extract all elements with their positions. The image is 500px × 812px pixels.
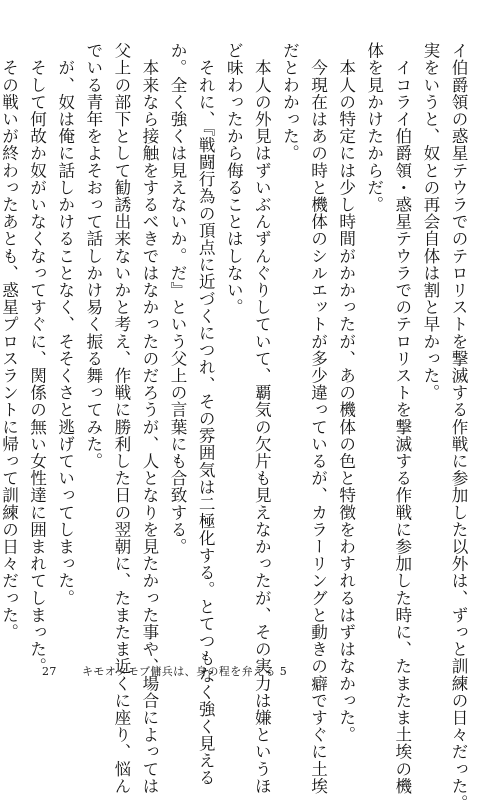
text-line: それに、『戦闘行為の頂点に近づくにつれ、その雰囲気は二極化する。とてつもなく強く見える [196, 42, 216, 787]
text-line: 体を見かけたからだ。 [364, 42, 384, 213]
running-title: キモオタモブ傭兵は、身の程を弁える 5 [82, 665, 288, 678]
text-line: か。全く強くは見えないか。だ』という父上の言葉にも合致する。 [168, 42, 188, 555]
text-line: イコライ伯爵領・惑星テウラでのテロリストを撃滅する作戦に参加した時に、たまたま土埃の機 [392, 42, 412, 795]
text-line: ど味わったから侮ることはしない。 [224, 42, 244, 316]
text-line: 父上の部下として勧誘出来ないかと考え、作戦に勝利した日の翌朝に、たまたま近くに座り、悩ん [111, 42, 131, 795]
text-line: だとわかった。 [280, 42, 300, 162]
text-line: そして何故か奴がいなくなってすぐに、関係の無い女性達に囲まれてしまった。 [27, 42, 47, 675]
text-line: 実をいうと、奴との再会自体は割と早かった。 [420, 42, 440, 402]
text-line: 今現在はあの時と機体のシルエットが多少違っているが、カラーリングと動きの癖ですぐに土埃 [308, 42, 328, 795]
text-line: その戦いが終わったあとも、惑星プロスラントに帰って訓練の日々だった。 [0, 42, 19, 641]
text-line: 本人の特定には少し時間がかかったが、あの機体の色と特徴をわすれるはずはなかった。 [336, 42, 356, 744]
text-line: イ伯爵領の惑星テウラでのテロリストを撃滅する作戦に参加した以外は、ずっと訓練の日々だった。 [449, 42, 468, 812]
text-line: 本人の外見はずいぶんずんぐりしていて、覇気の欠片も見えなかったが、その実力は嫌というほ [252, 42, 272, 795]
text-line: 本来なら接触をするべきではなかったのだろうが、人となりを見たかった事や、場合によっては [139, 42, 159, 795]
text-line: が、奴は俺に話しかけることなく、そそくさと逃げていってしまった。 [55, 42, 75, 607]
page-number: 27 [42, 665, 57, 678]
text-line: でいる青年をよそおって話しかけ易く振る舞ってみた。 [83, 42, 103, 470]
page-footer [42, 663, 287, 679]
